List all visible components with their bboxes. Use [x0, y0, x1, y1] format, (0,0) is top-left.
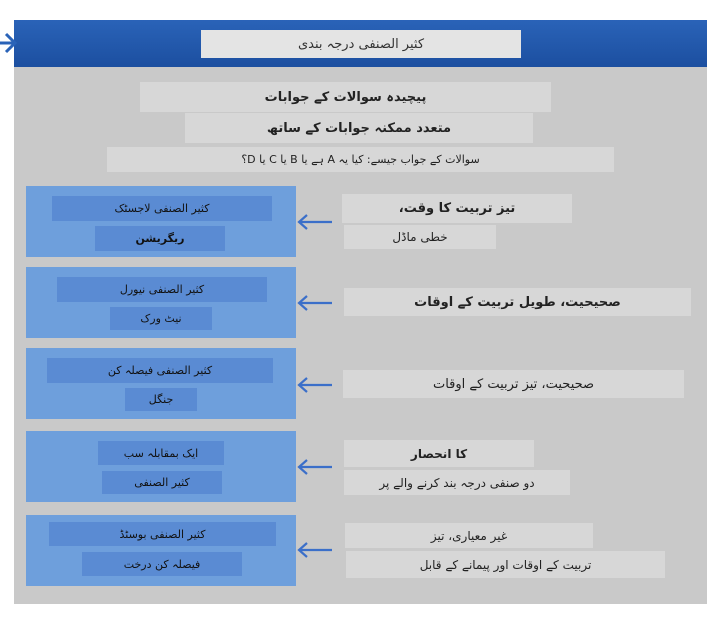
- intro-line-1: پیچیدہ سوالات کے جوابات: [140, 82, 551, 112]
- arrow-left-icon: [296, 542, 332, 558]
- arrow-left-icon: [296, 295, 332, 311]
- description-top: صحیحیت، تیز تربیت کے اوقات: [343, 370, 684, 398]
- algorithm-name-bottom: فیصلہ کن درخت: [82, 552, 242, 576]
- description-top: غیر معیاری، تیز: [345, 523, 593, 548]
- algorithm-name-top: ایک بمقابلہ سب: [98, 441, 224, 465]
- algorithm-name-top: کثیر الصنفی نیورل: [57, 277, 267, 302]
- algorithm-name-top: کثیر الصنفی بوسٹڈ: [49, 522, 276, 546]
- description-bottom: تربیت کے اوقات اور پیمانے کے قابل: [346, 551, 665, 578]
- description-bottom: دو صنفی درجہ بند کرنے والے پر: [344, 470, 570, 495]
- page-title: کثیر الصنفی درجہ بندی: [201, 30, 521, 58]
- description-top: صحیحیت، طویل تربیت کے اوقات: [344, 288, 691, 316]
- intro-line-3: سوالات کے جواب جیسے: کیا یہ A ہے یا B یا C یا D؟: [107, 147, 614, 172]
- algorithm-name-bottom: نیٹ ورک: [110, 307, 212, 330]
- description-top: کا انحصار: [344, 440, 534, 467]
- algorithm-name-bottom: کثیر الصنفی: [102, 471, 222, 494]
- description-bottom: خطی ماڈل: [344, 225, 496, 249]
- algorithm-name-bottom: ریگریشن: [95, 226, 225, 251]
- algorithm-name-top: کثیر الصنفی فیصلہ کن: [47, 358, 273, 383]
- arrow-left-icon: [296, 377, 332, 393]
- description-top: تیز تربیت کا وقت،: [342, 194, 572, 223]
- arrow-left-icon: [296, 459, 332, 475]
- intro-line-2: متعدد ممکنہ جوابات کے ساتھ: [185, 113, 533, 143]
- algorithm-name-bottom: جنگل: [125, 388, 197, 411]
- arrow-right-icon[interactable]: [0, 30, 18, 56]
- algorithm-name-top: کثیر الصنفی لاجسٹک: [52, 196, 272, 221]
- arrow-left-icon: [296, 214, 332, 230]
